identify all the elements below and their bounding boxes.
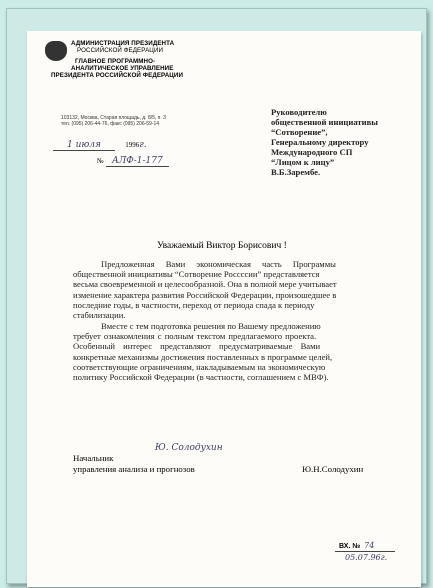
recipient-line: “Лицом к лицу” (271, 157, 335, 167)
recipient-line: В.Б.Зарембе. (271, 167, 321, 177)
page-frame (6, 8, 427, 584)
stamp-label: ВХ. № (339, 543, 361, 550)
date-handwritten: 1 июля (53, 140, 115, 151)
handwritten-signature: Ю. Солодухин (155, 443, 223, 453)
text-line: общественной инициативы “Сотворение Россссии” представляется (73, 269, 320, 280)
recipient-line: Генеральному директору (271, 137, 369, 147)
signatory-title-line: Начальник (73, 453, 114, 463)
text-line: стабилизации. (73, 310, 126, 321)
address-line: 103132, Москва, Старая площадь, д. 8/5, п. 3 (61, 115, 166, 121)
text-line: последние годы, в частности, переход от периода спада к периоду (73, 299, 315, 310)
text-line: изменение характера развития Российской Федерации, произошедшее в (73, 289, 337, 300)
letterhead (51, 40, 184, 79)
number-prefix: № (97, 157, 104, 165)
greeting: Уважаемый Виктор Борисович ! (157, 241, 287, 251)
letterhead-line: ПРЕЗИДЕНТА РОССИЙСКОЙ ФЕДЕРАЦИИ (51, 72, 184, 79)
text-line: Особенный интерес представляют предусматриваемые Вами (73, 341, 321, 352)
number-handwritten: АЛФ-1-177 (106, 156, 169, 167)
stamp-date: 05.07.96г. (345, 553, 388, 562)
recipient-line: “Сотворение”, (271, 127, 328, 137)
signatory-name: Ю.Н.Солодухин (302, 464, 364, 474)
letterhead-line: ГЛАВНОЕ ПРОГРАММНО- (75, 58, 156, 65)
signatory-title-line: управления анализа и прогнозов (73, 464, 195, 474)
date-line (53, 139, 147, 150)
state-emblem-icon (45, 41, 67, 61)
text-line: конкретные механизмы достижения поставленных в программе целей, (73, 351, 333, 362)
text-line: политику Российской Федерации (в частности, соглашением с МВФ). (73, 372, 329, 383)
date-year: 1996 (125, 141, 140, 149)
text-line: соответствующие ограничениям, накладываемым на экономическую (73, 361, 326, 372)
text-line: требует ознакомления с полным текстом предлагаемого проекта. (73, 331, 317, 342)
letter-sheet (27, 31, 421, 587)
letterhead-line: РОССИЙСКОЙ ФЕДЕРАЦИИ (77, 47, 164, 54)
address-line: тел. (095) 206-44-76, факс (095) 206-59-14 (61, 121, 160, 127)
text-line: Предложенная Вами экономическая часть Программы (101, 259, 336, 269)
text-line: весьма своевременной и целесообразной. Она в полной мере учитывает (73, 279, 337, 290)
text-line: Вместе с тем подготовка решения по Вашему предложению (101, 321, 321, 331)
letterhead-line: АДМИНИСТРАЦИЯ ПРЕЗИДЕНТА (71, 40, 175, 47)
stamp-number: 74 (364, 541, 375, 550)
recipient-line: Руководителю (271, 107, 327, 117)
stamp-underline (335, 551, 395, 552)
recipient-line: общественной инициативы (271, 117, 378, 127)
recipient-line: Международного СП (271, 147, 353, 157)
date-year-suffix: г. (139, 140, 147, 150)
recipient-block (271, 107, 421, 177)
letterhead-address (61, 115, 166, 127)
paragraph-1 (73, 259, 363, 320)
reference-number-line (97, 155, 169, 166)
signatory-title (73, 453, 195, 475)
letterhead-line: АНАЛИТИЧЕСКОЕ УПРАВЛЕНИЕ (71, 65, 174, 72)
paragraph-2 (73, 321, 363, 382)
